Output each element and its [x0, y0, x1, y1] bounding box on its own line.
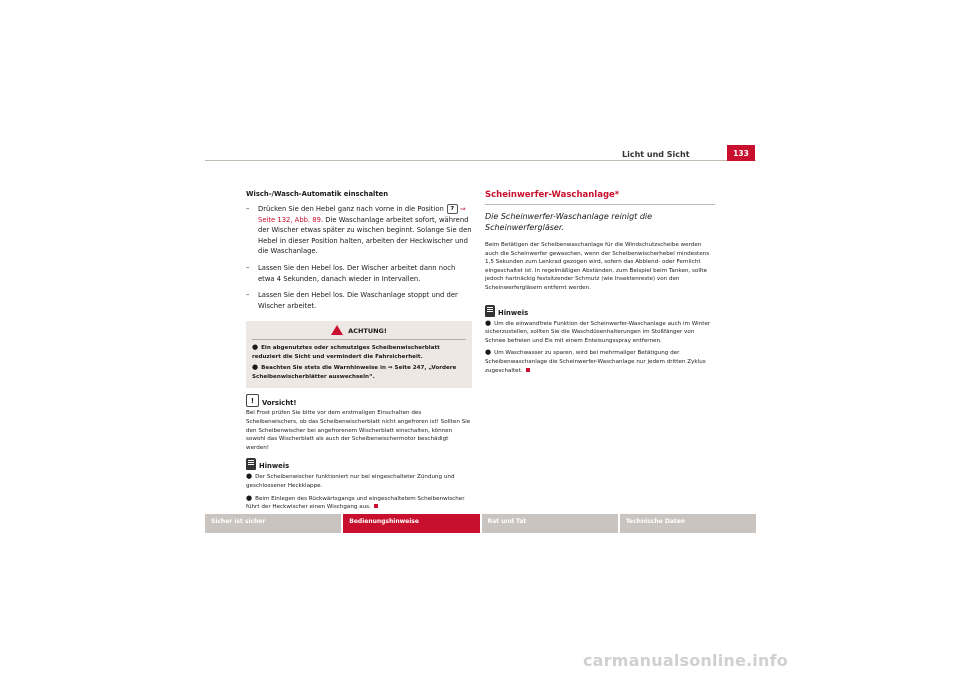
warning-title: ACHTUNG! [348, 327, 387, 336]
footer-tab-safety[interactable]: Sicher ist sicher [205, 514, 341, 533]
step-2 [246, 263, 472, 284]
note-title: Hinweis [259, 462, 290, 471]
footer-tab-advice[interactable]: Rat und Tat [482, 514, 618, 533]
step-3-text: Lassen Sie den Hebel los. Die Waschanlage stoppt und der Wischer arbeitet. [258, 291, 458, 310]
position-marker-icon: 7 [447, 204, 458, 214]
bullet-icon: ● [252, 363, 259, 372]
step-1 [246, 204, 472, 257]
note-header [485, 305, 715, 317]
page-number-badge: 133 [727, 145, 755, 161]
bullet-icon: ● [485, 348, 492, 357]
warning-item [252, 343, 466, 361]
note-item-text: Beim Einlegen des Rückwärtsgangs und eingeschaltetem Scheibenwischer führt der Heckwischer einen Wischgang aus. [246, 495, 465, 511]
footer-tabs [205, 514, 756, 533]
warning-box [246, 321, 472, 388]
warning-item [252, 363, 466, 381]
bullet-icon: ● [246, 493, 253, 502]
end-marker-icon [374, 504, 378, 508]
step-dash: – [246, 291, 250, 300]
section-body: Beim Betätigen der Scheibenwaschanlage für die Windschutzscheibe werden auch die Scheinwerfer gewaschen, wenn der Scheibenwischerhebel mindestens 1,5 Sekunden zum Lenkrad gezogen wird, sofern das Abblend- oder Fernlicht eingeschaltet ist. In regelmäßigen Abständen, zum Beispiel beim Tanken, sollte jedoch hartnäckig festsitzender Schmutz (wie Insektenreste) von den Scheinwerfergläsern entfernt werden. [485, 242, 710, 291]
footer-tab-technical[interactable]: Technische Daten [620, 514, 756, 533]
bullet-icon: ● [252, 343, 259, 352]
step-1-text-b: . Die Waschanlage arbeitet sofort, während der Wischer etwas später zu wischen beginnt. Solange Sie den Hebel in dieser Position halten, arbeiten der Heckwischer und die Waschanlage. [258, 215, 472, 256]
end-marker-icon [526, 368, 530, 372]
footer-tab-operation[interactable]: Bedienungshinweise [343, 514, 479, 533]
caution-text: Bei Frost prüfen Sie bitte vor dem erstmaligen Einschalten des Scheibenwischers, ob das Scheibenwischerblatt nicht angefroren ist! Sollten Sie den Scheibenwischer bei angefrorenem Wischerblatt einschalten, können sowohl das Wischerblatt als auch der Scheibenwischermotor beschädigt werden! [246, 410, 471, 451]
warning-item-text: Ein abgenutztes oder schmutziges Scheibenwischerblatt reduziert die Sicht und vermindert die Fahrsicherheit. [252, 345, 440, 360]
note-hand-icon [485, 305, 495, 317]
right-column [485, 190, 715, 378]
note-item-text: Um die einwandfreie Funktion der Scheinwerfer-Waschanlage auch im Winter sicherzustellen, sollten Sie die Waschdüsenhalterungen im Stoßfänger von Schnee befreien und Eis mit einem Enteisungsspray entfernen. [485, 320, 711, 344]
caution-header [246, 394, 472, 407]
note-item [485, 319, 715, 346]
section-title: Scheinwerfer-Waschanlage* [485, 190, 620, 200]
exclamation-icon: ! [246, 394, 259, 407]
step-2-text: Lassen Sie den Hebel los. Der Wischer arbeitet dann noch etwa 4 Sekunden, danach wieder in Intervallen. [258, 263, 456, 283]
section-heading: Wisch-/Wasch-Automatik einschalten [246, 190, 389, 198]
note-header [246, 458, 472, 470]
caution-title: Vorsicht! [262, 399, 297, 408]
step-3 [246, 290, 472, 311]
note-item [246, 472, 472, 490]
bullet-icon: ● [246, 472, 253, 481]
note-item-text: Um Waschwasser zu sparen, wird bei mehrmaliger Betätigung der Scheibenwaschanlage die Scheinwerfer-Waschanlage nur jedem dritten Zyklus zugeschaltet. [485, 350, 706, 374]
page-header-title: Licht und Sicht [622, 150, 690, 159]
watermark-text: carmanualsonline.info [583, 651, 788, 670]
step-1-text-a: Drücken Sie den Hebel ganz nach vorne in die Position [258, 205, 444, 213]
left-column [246, 190, 472, 515]
section-subtitle: Die Scheinwerfer-Waschanlage reinigt die Scheinwerfergläser. [485, 212, 653, 232]
page-reference-link[interactable]: ⇒ Seite 132, Abb. 89 [258, 205, 466, 224]
step-dash: – [246, 263, 250, 272]
section-divider [485, 204, 715, 205]
note-title: Hinweis [498, 308, 529, 317]
warning-item-text: Beachten Sie stets die Warnhinweise in ⇒ Seite 247, „Vordere Scheibenwischerblätter auswechseln“. [252, 365, 457, 380]
header-rule [205, 160, 756, 161]
step-dash: – [246, 205, 250, 213]
warning-triangle-icon [331, 325, 343, 335]
note-item-text: Der Scheibenwischer funktioniert nur bei eingeschalteter Zündung und geschlossener Heckklappe. [246, 474, 455, 489]
note-hand-icon [246, 458, 256, 470]
note-item [246, 494, 472, 512]
note-item [485, 348, 715, 375]
warning-divider [252, 339, 466, 340]
bullet-icon: ● [485, 318, 492, 327]
warning-header [252, 325, 466, 335]
